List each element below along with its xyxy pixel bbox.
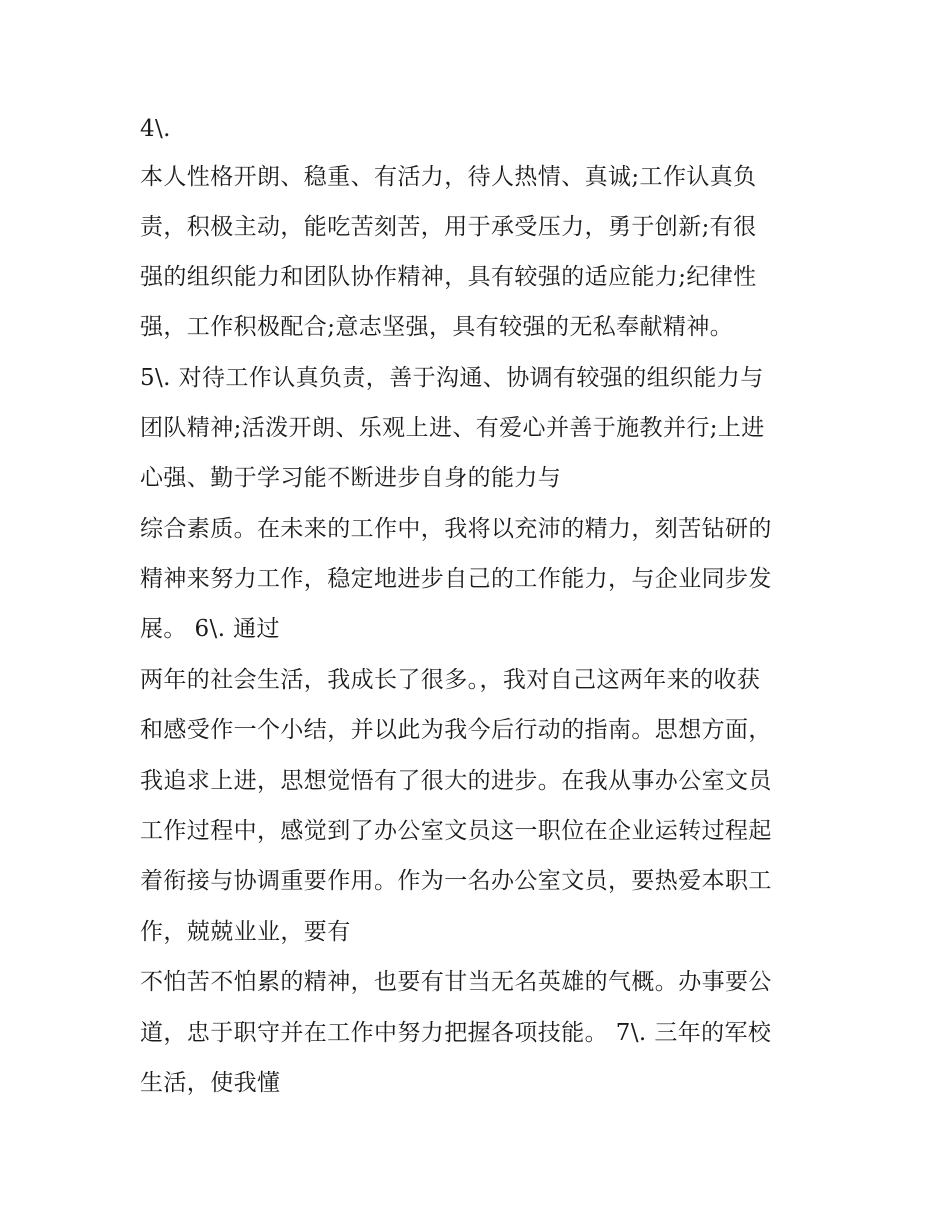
text-line: 道，忠于职守并在工作中努力把握各项技能。 7\. 三年的军校 [140,1020,772,1046]
text-line: 我追求上进，思想觉悟有了很大的进步。在我从事办公室文员 [140,768,772,794]
text-line: 精神来努力工作，稳定地进步自己的工作能力，与企业同步发 [140,566,772,592]
text-line: 强，工作积极配合;意志坚强，具有较强的无私奉献精神。 [140,314,734,340]
text-line: 着衔接与协调重要作用。作为一名办公室文员，要热爱本职工 [140,868,772,894]
text-line: 团队精神;活泼开朗、乐观上进、有爱心并善于施教并行;上进 [140,415,765,441]
text-line: 心强、勤于学习能不断进步自身的能力与 [140,465,562,491]
text-line: 责，积极主动，能吃苦刻苦，用于承受压力，勇于创新;有很 [140,214,757,240]
text-line: 4\. [140,116,171,142]
text-line: 两年的社会生活，我成长了很多。，我对自己这两年来的收获 [140,667,761,693]
text-line: 和感受作一个小结，并以此为我今后行动的指南。思想方面， [140,717,772,743]
text-line: 作，兢兢业业，要有 [140,919,351,945]
text-line: 不怕苦不怕累的精神，也要有甘当无名英雄的气概。办事要公 [140,969,772,995]
text-line: 本人性格开朗、稳重、有活力，待人热情、真诚;工作认真负 [140,164,757,190]
text-line: 强的组织能力和团队协作精神，具有较强的适应能力;纪律性 [140,264,757,290]
text-line: 工作过程中，感觉到了办公室文员这一职位在企业运转过程起 [140,818,772,844]
text-line: 生活，使我懂 [140,1070,281,1096]
text-line: 综合素质。在未来的工作中，我将以充沛的精力，刻苦钻研的 [140,516,772,542]
text-line: 展。 6\. 通过 [140,616,280,642]
text-line: 5\. 对待工作认真负责，善于沟通、协调有较强的组织能力与 [140,365,764,391]
